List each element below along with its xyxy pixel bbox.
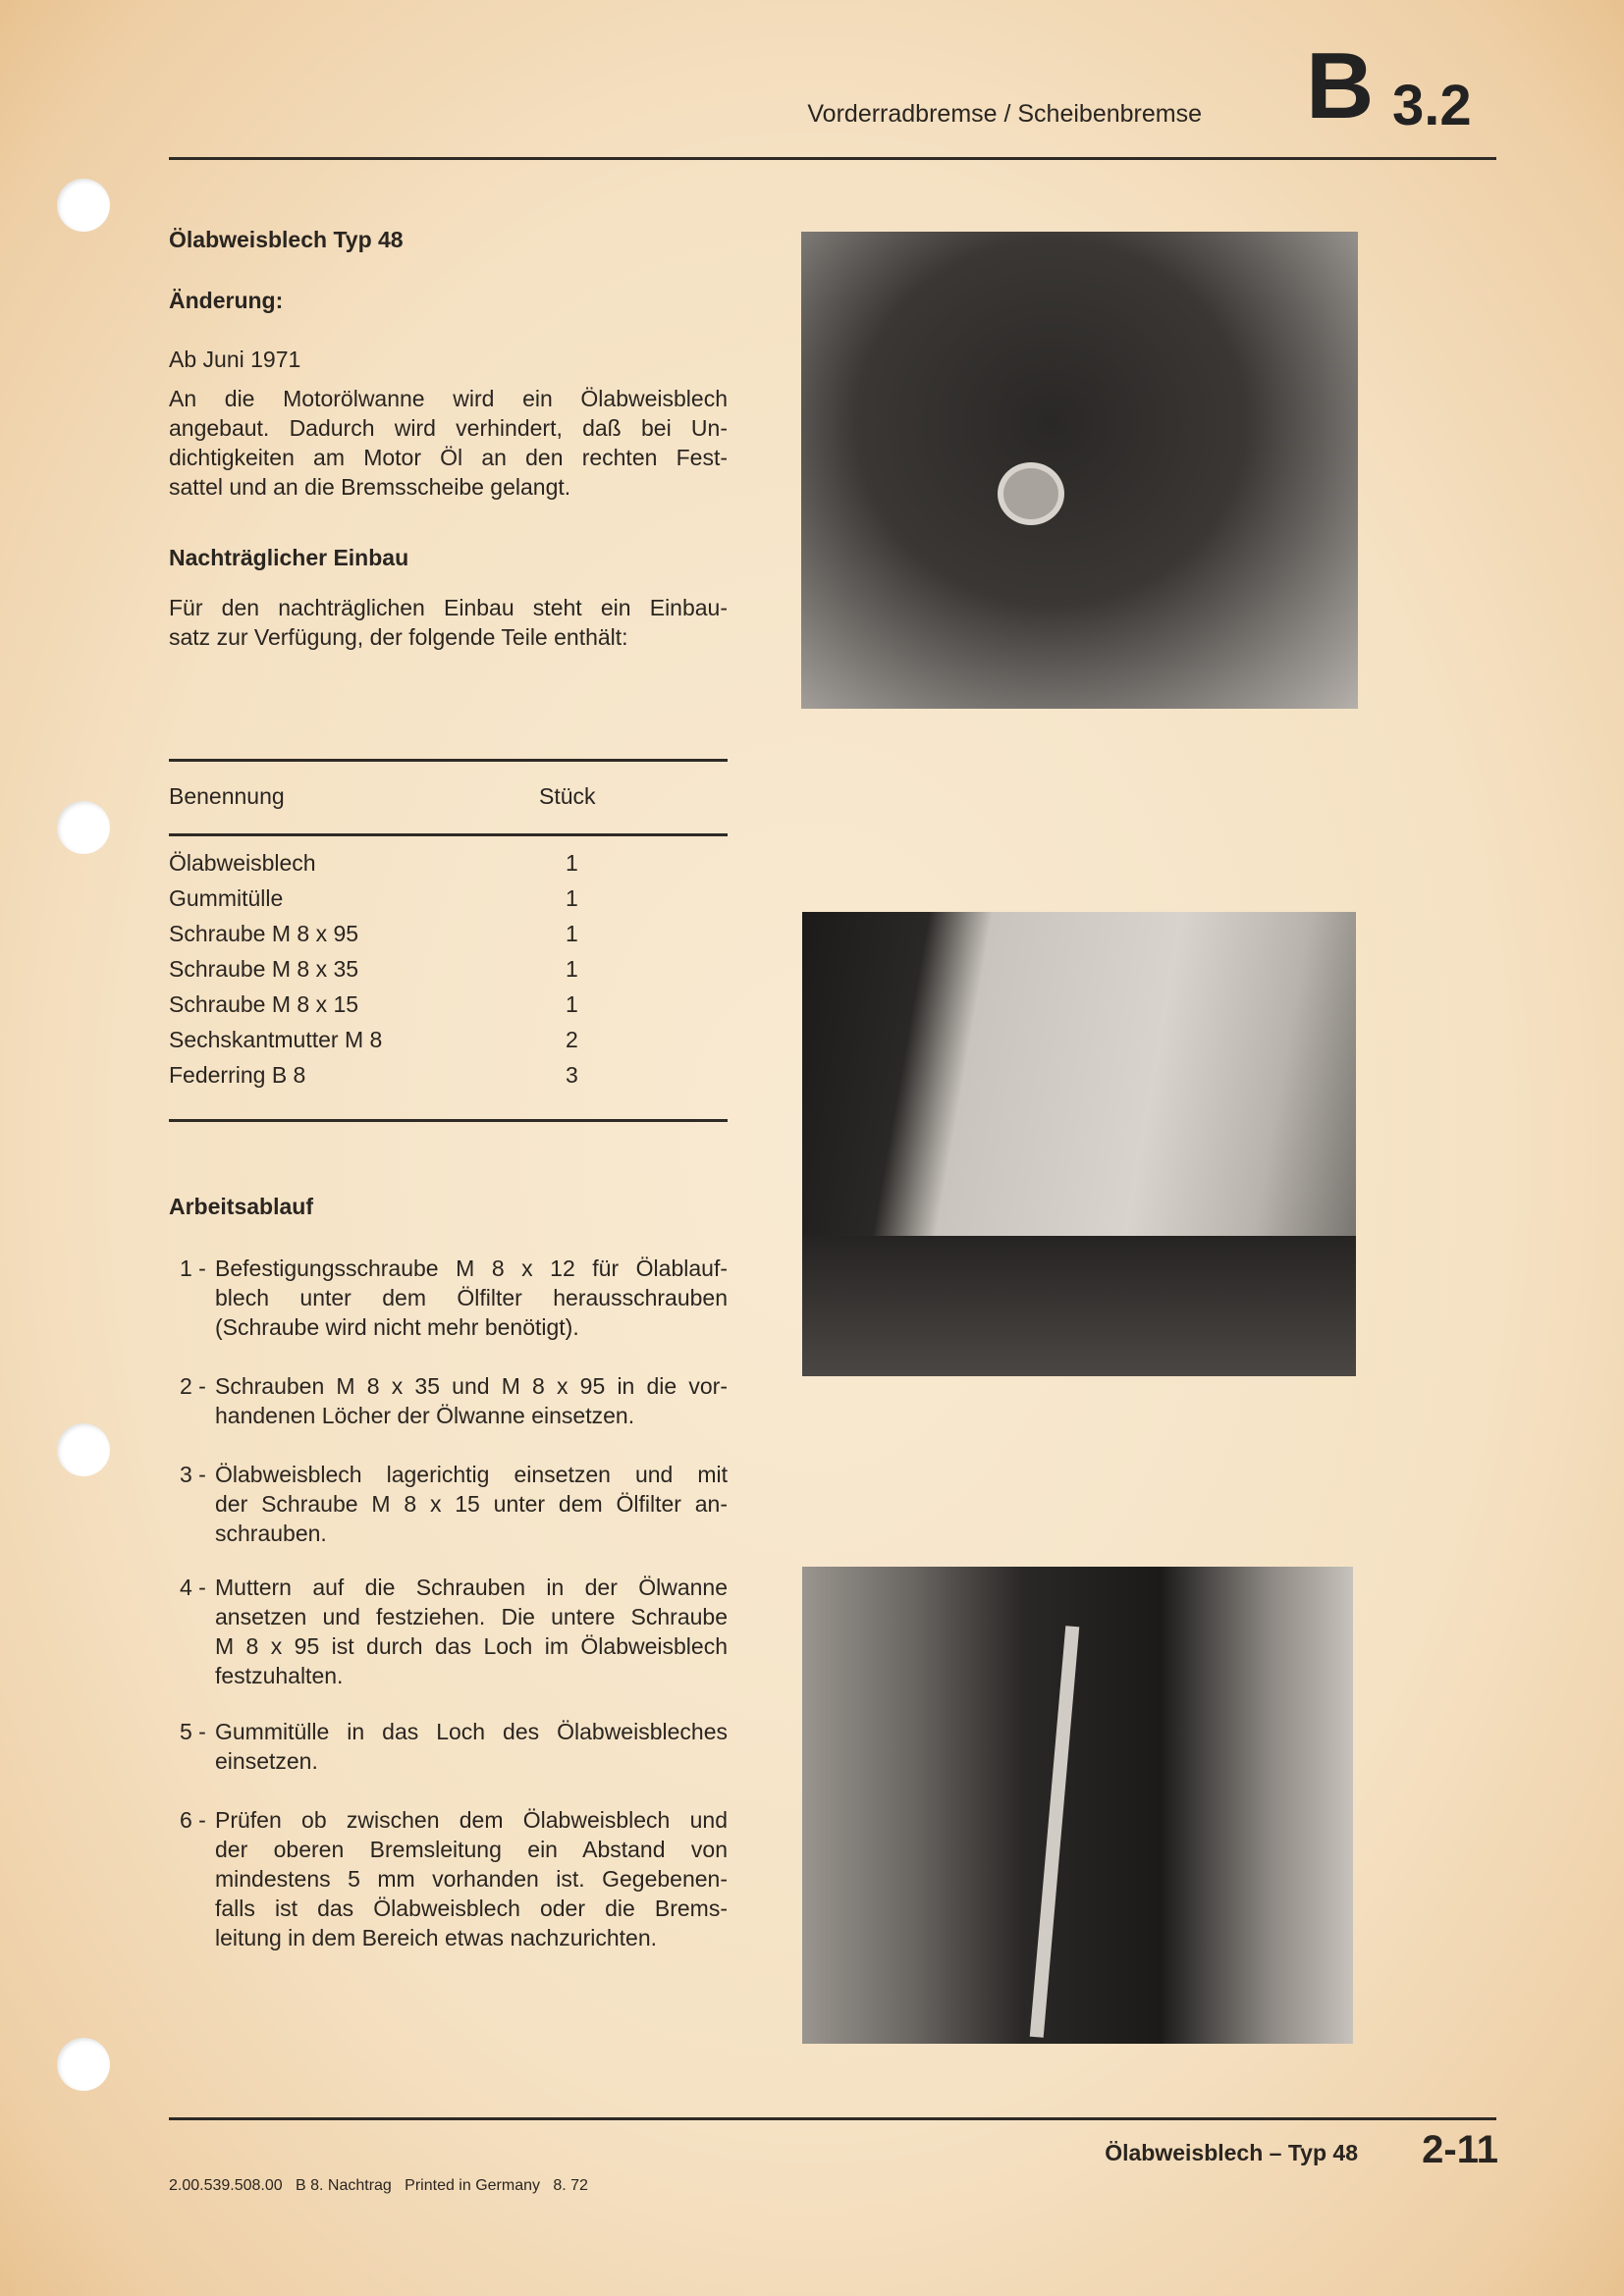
page-number: 2-11 [1422,2128,1498,2171]
text-line: sattel und an die Bremsscheibe gelangt. [169,474,571,500]
text-line: handenen Löcher der Ölwanne einsetzen. [215,1403,635,1428]
table-header-name: Benennung [169,783,285,809]
step-number: 6 - [180,1807,206,1833]
retrofit-heading: Nachträglicher Einbau [169,545,409,570]
step-text [215,1460,728,1548]
text-line: Schrauben M 8 x 35 und M 8 x 95 in die vor- [215,1373,728,1399]
table-row-name: Schraube M 8 x 15 [169,991,359,1017]
text-line: mindestens 5 mm vorhanden ist. Gegebenen- [215,1866,728,1892]
text-line: M 8 x 95 ist durch das Loch im Ölabweisblech [215,1633,728,1659]
text-line: (Schraube wird nicht mehr benötigt). [215,1314,579,1340]
change-heading: Änderung: [169,288,284,313]
text-line: Für den nachträglichen Einbau steht ein Einbau- [169,595,728,620]
table-row-qty: 3 [566,1062,578,1088]
text-line: der oberen Bremsleitung ein Abstand von [215,1837,728,1862]
photo-deflector-installed [802,912,1356,1376]
step-text [215,1573,728,1690]
page-title: Ölabweisblech Typ 48 [169,227,404,252]
text-line: Muttern auf die Schrauben in der Ölwanne [215,1575,728,1600]
procedure-heading: Arbeitsablauf [169,1194,313,1219]
text-line: festzuhalten. [215,1663,344,1688]
text-line: der Schraube M 8 x 15 unter dem Ölfilter an- [215,1491,728,1517]
punch-hole [57,179,110,232]
step-number: 4 - [180,1575,206,1600]
table-row-qty: 2 [566,1027,578,1052]
date: Ab Juni 1971 [169,347,301,372]
step-text [215,1254,728,1342]
step-number: 2 - [180,1373,206,1399]
shadow-area [802,1236,1356,1376]
table-rule [169,833,728,836]
table-row-qty: 1 [566,850,578,876]
imprint: 2.00.539.508.00 B 8. Nachtrag Printed in Germany 8. 72 [169,2177,588,2194]
intro-paragraph [169,384,728,502]
step-number: 3 - [180,1462,206,1487]
punch-hole [57,2038,110,2091]
photo-brake-line-clearance [802,1567,1353,2044]
text-line: ansetzen und festziehen. Die untere Schraube [215,1604,728,1629]
step-number: 1 - [180,1255,206,1281]
table-row-qty: 1 [566,956,578,982]
text-line: einsetzen. [215,1748,318,1774]
table-row-name: Sechskantmutter M 8 [169,1027,383,1052]
punch-hole [57,1423,110,1476]
text-line: dichtigkeiten am Motor Öl an den rechten Fest- [169,445,728,470]
table-rule [169,1119,728,1122]
footer-rule [169,2117,1496,2120]
table-row-name: Gummitülle [169,885,284,911]
step-text [215,1805,728,1952]
table-header-qty: Stück [539,783,596,809]
text-line: blech unter dem Ölfilter herausschrauben [215,1285,728,1310]
table-row-name: Ölabweisblech [169,850,316,876]
table-row-qty: 1 [566,885,578,911]
section-title: Vorderradbremse / Scheibenbremse [807,100,1202,128]
text-line: leitung in dem Bereich etwas nachzurichten. [215,1925,658,1950]
table-row-name: Federring B 8 [169,1062,306,1088]
footer-title: Ölabweisblech – Typ 48 [1105,2140,1358,2165]
text-line: satz zur Verfügung, der folgende Teile enthält: [169,624,628,650]
table-row-name: Schraube M 8 x 35 [169,956,359,982]
step-number: 5 - [180,1719,206,1744]
header-rule [169,157,1496,160]
table-row-qty: 1 [566,921,578,946]
punch-hole [57,801,110,854]
rubber-grommet [998,462,1064,525]
text-line: angebaut. Dadurch wird verhindert, daß bei Un- [169,415,728,441]
text-line: Prüfen ob zwischen dem Ölabweisblech und [215,1807,728,1833]
step-text [215,1371,728,1430]
table-rule [169,759,728,762]
table-row-name: Schraube M 8 x 95 [169,921,359,946]
brake-line [1030,1626,1080,2038]
text-line: Ölabweisblech lagerichtig einsetzen und mit [215,1462,728,1487]
chapter-number: 3.2 [1392,74,1472,137]
text-line: Befestigungsschraube M 8 x 12 für Ölablauf- [215,1255,728,1281]
text-line: Gummitülle in das Loch des Ölabweisbleches [215,1719,728,1744]
retrofit-paragraph [169,593,728,652]
photo-oil-pan [801,232,1358,709]
text-line: schrauben. [215,1521,327,1546]
table-row-qty: 1 [566,991,578,1017]
chapter-letter: B [1306,33,1375,138]
step-text [215,1717,728,1776]
text-line: falls ist das Ölabweisblech oder die Brems- [215,1896,728,1921]
text-line: An die Motorölwanne wird ein Ölabweisblech [169,386,728,411]
